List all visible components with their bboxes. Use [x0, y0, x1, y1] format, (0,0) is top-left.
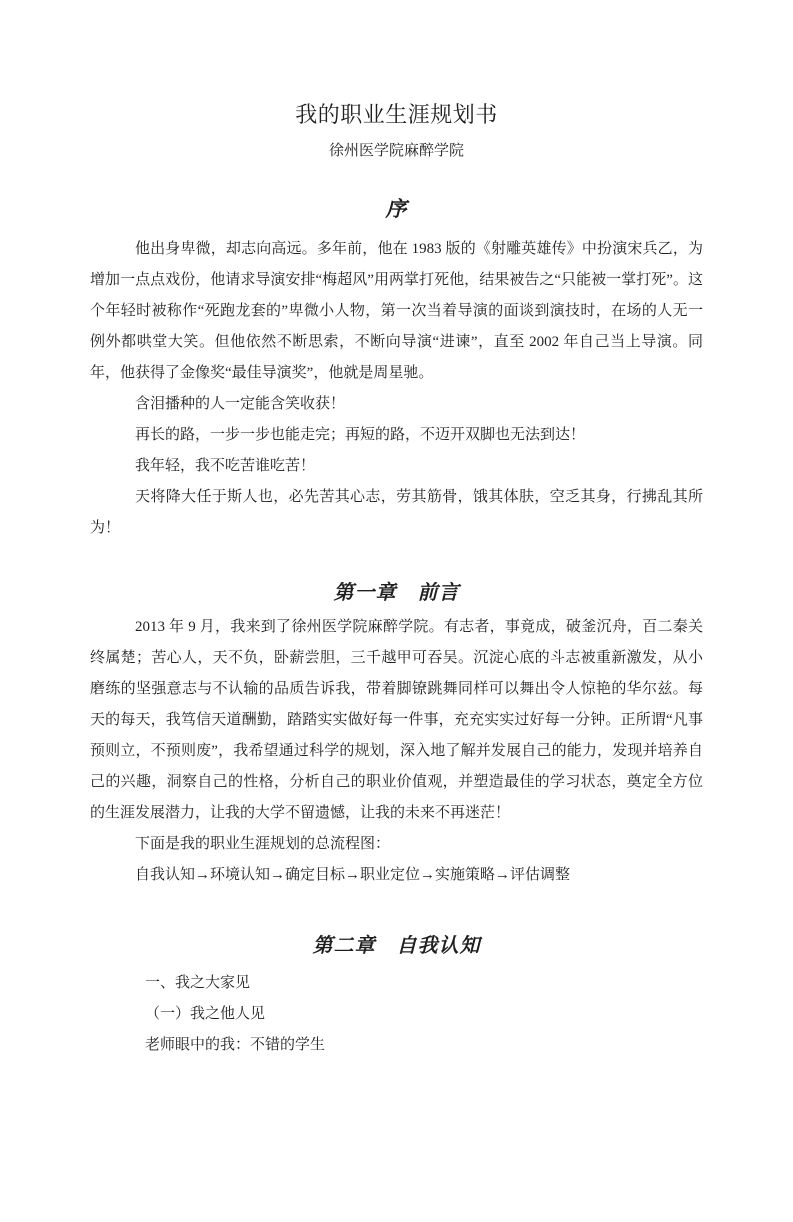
chapter-one-paragraph: 2013 年 9 月，我来到了徐州医学院麻醉学院。有志者，事竟成，破釜沉舟，百二秦关终属楚；苦心人，天不负，卧薪尝胆，三千越甲可吞吴。沉淀心底的斗志被重新激发，从小磨练的坚强意志与不认输的品质告诉我，带着脚镣跳舞同样可以舞出令人惊艳的华尔兹。每天的每天，我笃信天道酬勤，踏踏实实做好每一件事，充充实实过好每一分钟。正所谓“凡事预则立，不预则废”，我希望通过科学的规划，深入地了解并发展自己的能力，发现并培养自己的兴趣，洞察自己的性格，分析自己的职业价值观，并塑造最佳的学习状态，奠定全方位的生涯发展潜力，让我的大学不留遗憾，让我的未来不再迷茫！ — [90, 619, 703, 821]
section-item-others-view: 一、我之大家见 — [145, 975, 251, 991]
chapter-two-heading: 第二章 自我认知 — [312, 935, 481, 957]
preface-quote-line-4: 天将降大任于斯人也，必先苦其心志，劳其筋骨，饿其体肤，空乏其身，行拂乱其所为！ — [90, 489, 703, 536]
flow-diagram-intro-line: 下面是我的职业生涯规划的总流程图： — [135, 836, 391, 852]
preface-heading: 序 — [385, 197, 408, 221]
document-page — [0, 100, 793, 1222]
section-item-teacher-view: 老师眼中的我：不错的学生 — [145, 1037, 326, 1053]
document-title: 我的职业生涯规划书 — [295, 102, 498, 127]
career-flow-sequence: 自我认知→环境认知→确定目标→职业定位→实施策略→评估调整 — [135, 867, 571, 883]
preface-quote-line-1: 含泪播种的人一定能含笑收获！ — [135, 396, 346, 412]
preface-paragraph-story: 他出身卑微，却志向高远。多年前，他在 1983 版的《射雕英雄传》中扮演宋兵乙，为增加一点点戏份，他请求导演安排“梅超风”用两掌打死他，结果被告之“只能被一掌打死”。这个年轻时被称作“死跑龙套的”卑微小人物，第一次当着导演的面谈到演技时，在场的人无一例外都哄堂大笑。但他依然不断思索，不断向导演“进谏”，直至 2002 年自己当上导演。同年，他获得了金像奖“最佳导演奖”，他就是周星驰。 — [90, 241, 703, 381]
document-subtitle: 徐州医学院麻醉学院 — [328, 143, 464, 159]
chapter-one-heading: 第一章 前言 — [333, 582, 460, 604]
preface-quote-line-3: 我年轻，我不吃苦谁吃苦！ — [135, 458, 316, 474]
section-item-subsection: （一）我之他人见 — [145, 1006, 266, 1022]
preface-quote-line-2: 再长的路，一步一步也能走完；再短的路，不迈开双脚也无法到达！ — [135, 427, 586, 443]
